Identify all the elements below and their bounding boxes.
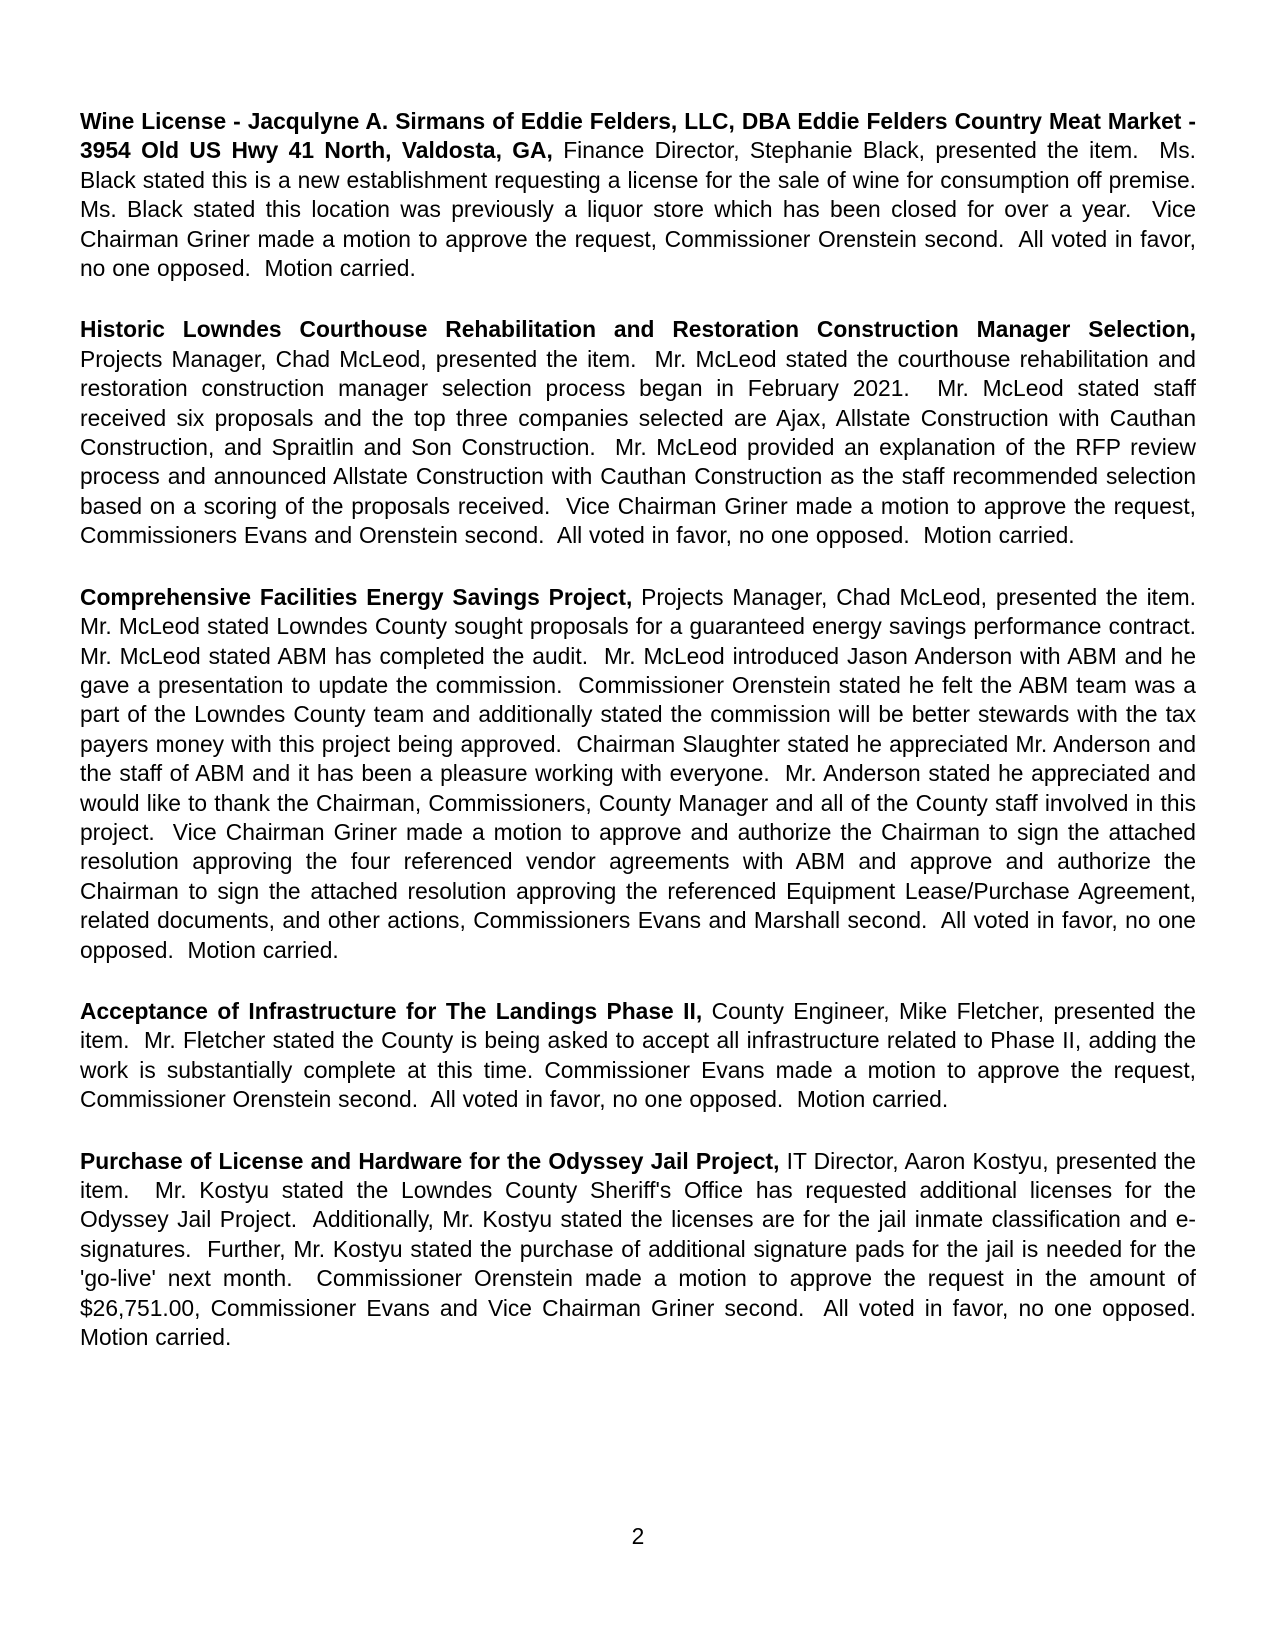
paragraph-wine-license-heading: Wine License - Jacqulyne A. Sirmans of Eddie Felders, LLC, DBA Eddie Felders Country Meat Market - 3954 Old US Hwy 41 North, Valdosta, GA, [80,108,1203,164]
paragraph-courthouse-manager-selection-heading: Historic Lowndes Courthouse Rehabilitation and Restoration Construction Manager Selection, [80,316,1196,343]
paragraph-landings-phase2-body: County Engineer, Mike Fletcher, presented the item. Mr. Fletcher stated the County is being asked to accept all infrastructure related to Phase II, adding the work is substantially complete at this time. Commissioner Evans made a motion to approve the request, Commissioner Orenstein second. All voted in favor, no one opposed. Motion carried. [80,997,1203,1113]
paragraph-landings-phase2 [80,997,1203,1115]
paragraph-wine-license-body: Finance Director, Stephanie Black, presented the item. Ms. Black stated this is a new establishment requesting a license for the sale of wine for consumption off premise. Ms. Black stated this location was previously a liquor store which has been closed for over a year. Vice Chairman Griner made a motion to approve the request, Commissioner Orenstein second. All voted in favor, no one opposed. Motion carried. [80,137,1210,282]
paragraph-odyssey-jail-project [80,1147,1210,1353]
paragraph-energy-savings-project [80,583,1210,965]
paragraph-odyssey-jail-project-body: IT Director, Aaron Kostyu, presented the item. Mr. Kostyu stated the Lowndes County Sheriff's Office has requested additional licenses for the Odyssey Jail Project. Additionally, Mr. Kostyu stated the licenses are for the jail inmate classification and e-signatures. Further, Mr. Kostyu stated the purchase of additional signature pads for the jail is needed for the 'go-live' next month. Commissioner Orenstein made a motion to approve the request in the amount of $26,751.00, Commissioner Evans and Vice Chairman Griner second. All voted in favor, no one opposed. Motion carried. [80,1147,1210,1351]
paragraph-energy-savings-project-body: Projects Manager, Chad McLeod, presented the item. Mr. McLeod stated Lowndes County sought proposals for a guaranteed energy savings performance contract. Mr. McLeod stated ABM has completed the audit. Mr. McLeod introduced Jason Anderson with ABM and he gave a presentation to update the commission. Commissioner Orenstein stated he felt the ABM team was a part of the Lowndes County team and additionally stated the commission will be better stewards with the tax payers money with this project being approved. Chairman Slaughter stated he appreciated Mr. Anderson and the staff of ABM and it has been a pleasure working with everyone. Mr. Anderson stated he appreciated and would like to thank the Chairman, Commissioners, County Manager and all of the County staff involved in this project. Vice Chairman Griner made a motion to approve and authorize the Chairman to sign the attached resolution approving the four referenced vendor agreements with ABM and approve and authorize the Chairman to sign the attached resolution approving the referenced Equipment Lease/Purchase Agreement, related documents, and other actions, Commissioners Evans and Marshall second. All voted in favor, no one opposed. Motion carried. [80,583,1210,963]
paragraph-wine-license [80,107,1210,283]
paragraph-courthouse-manager-selection-body: Projects Manager, Chad McLeod, presented the item. Mr. McLeod stated the courthouse rehabilitation and restoration construction manager selection process began in February 2021. Mr. McLeod stated staff received six proposals and the top three companies selected are Ajax, Allstate Construction with Cauthan Construction, and Spraitlin and Son Construction. Mr. McLeod provided an explanation of the RFP review process and announced Allstate Construction with Cauthan Construction as the staff recommended selection based on a scoring of the proposals received. Vice Chairman Griner made a motion to approve the request, Commissioners Evans and Orenstein second. All voted in favor, no one opposed. Motion carried. [80,316,1203,549]
paragraph-landings-phase2-heading: Acceptance of Infrastructure for The Landings Phase II, [80,997,703,1024]
page-number: 2 [631,1523,645,1549]
paragraph-courthouse-manager-selection [80,315,1203,550]
paragraph-odyssey-jail-project-heading: Purchase of License and Hardware for the Odyssey Jail Project, [80,1147,780,1174]
paragraph-energy-savings-project-heading: Comprehensive Facilities Energy Savings Project, [80,583,633,610]
